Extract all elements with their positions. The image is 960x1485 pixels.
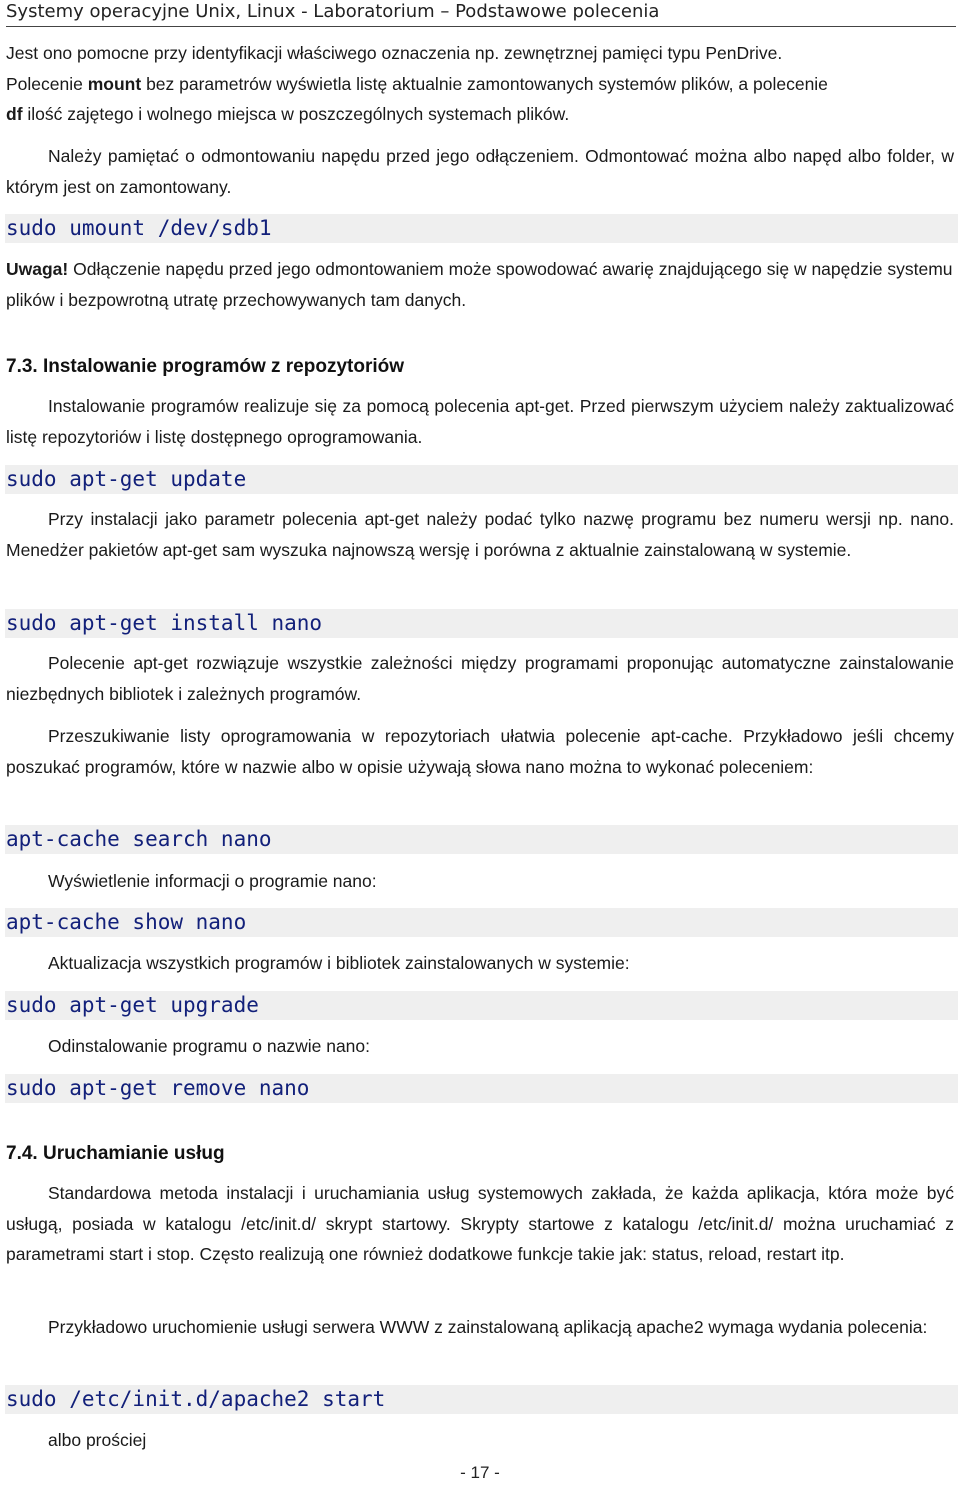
- page-number: - 17 -: [460, 1463, 500, 1482]
- paragraph-dependencies: Polecenie apt-get rozwiązuje wszystkie zależności między programami proponując automatyczne zainstalowanie niezbędnych bibliotek i zależnych programów.: [6, 653, 954, 704]
- paragraph-apt-install-info: Przy instalacji jako parametr polecenia apt-get należy podać tylko nazwę programu bez numeru wersji np. nano. Menedżer pakietów apt-get sam wyszuka najnowszą wersję i porówna z aktualnie zainstalowaną w systemie.: [6, 509, 954, 560]
- df-command: df: [6, 104, 23, 124]
- paragraph-warning: [6, 254, 954, 315]
- paragraph-services: Standardowa metoda instalacji i uruchamiania usług systemowych zakłada, że każda aplikacja, która może być usługą, posiada w katalogu /etc/init.d/ skrypt startowy. Skrypty startowe z katalogu /etc/init.d/ można uruchamiać z parametrami start i stop. Często realizują one również dodatkowe funkcje takie jak: status, reload, restart itp.: [6, 1183, 954, 1264]
- section-heading-7-4: 7.4. Uruchamianie usług: [6, 1143, 225, 1164]
- paragraph-mount-df: [6, 38, 954, 130]
- df-description: ilość zajętego i wolnego miejsca w poszczególnych systemach plików.: [22, 104, 570, 124]
- paragraph-upgrade-info: Aktualizacja wszystkich programów i bibliotek zainstalowanych w systemie:: [48, 953, 630, 973]
- code-apt-install: sudo apt-get install nano: [5, 609, 958, 638]
- code-umount: sudo umount /dev/sdb1: [5, 214, 958, 243]
- code-apache-start: sudo /etc/init.d/apache2 start: [5, 1385, 958, 1414]
- mount-intro-text: Polecenie: [6, 73, 88, 94]
- mount-command: mount: [87, 73, 142, 94]
- mount-description: bez parametrów wyświetla listę aktualnie zamontowanych systemów plików, a polecenie: [141, 73, 828, 94]
- code-apt-cache-show: apt-cache show nano: [5, 908, 958, 937]
- code-apt-remove: sudo apt-get remove nano: [5, 1074, 958, 1103]
- paragraph-remove-info: Odinstalowanie programu o nazwie nano:: [48, 1036, 370, 1056]
- code-apt-upgrade: sudo apt-get upgrade: [5, 991, 958, 1020]
- paragraph-simpler: albo prościej: [48, 1430, 147, 1450]
- paragraph-show-info: Wyświetlenie informacji o programie nano:: [48, 871, 377, 891]
- page-header: Systemy operacyjne Unix, Linux - Laboratorium – Podstawowe polecenia: [6, 0, 956, 27]
- warning-label: Uwaga!: [6, 259, 69, 279]
- paragraph-apache-example: Przykładowo uruchomienie usługi serwera WWW z zainstalowaną aplikacją apache2 wymaga wydania polecenia:: [48, 1317, 928, 1337]
- code-apt-cache-search: apt-cache search nano: [5, 825, 958, 854]
- paragraph-unmount-note: Należy pamiętać o odmontowaniu napędu przed jego odłączeniem. Odmontować można albo napęd albo folder, w którym jest on zamontowany.: [6, 146, 954, 197]
- code-apt-update: sudo apt-get update: [5, 465, 958, 494]
- pendrive-sentence: Jest ono pomocne przy identyfikacji właściwego oznaczenia np. zewnętrznej pamięci typu PenDrive.: [6, 43, 783, 63]
- paragraph-apt-get-intro: Instalowanie programów realizuje się za pomocą polecenia apt-get. Przed pierwszym użyciem należy zaktualizować listę repozytoriów i listę dostępnego oprogramowania.: [6, 396, 954, 447]
- paragraph-apt-cache: Przeszukiwanie listy oprogramowania w repozytoriach ułatwia polecenie apt-cache. Przykładowo jeśli chcemy poszukać programów, które w nazwie albo w opisie używają słowa nano można to wykonać poleceniem:: [6, 726, 954, 777]
- warning-text: Odłączenie napędu przed jego odmontowaniem może spowodować awarię znajdującego się w napędzie systemu plików i bezpowrotną utratę przechowywanych tam danych.: [6, 259, 953, 310]
- section-heading-7-3: 7.3. Instalowanie programów z repozytoriów: [6, 356, 405, 377]
